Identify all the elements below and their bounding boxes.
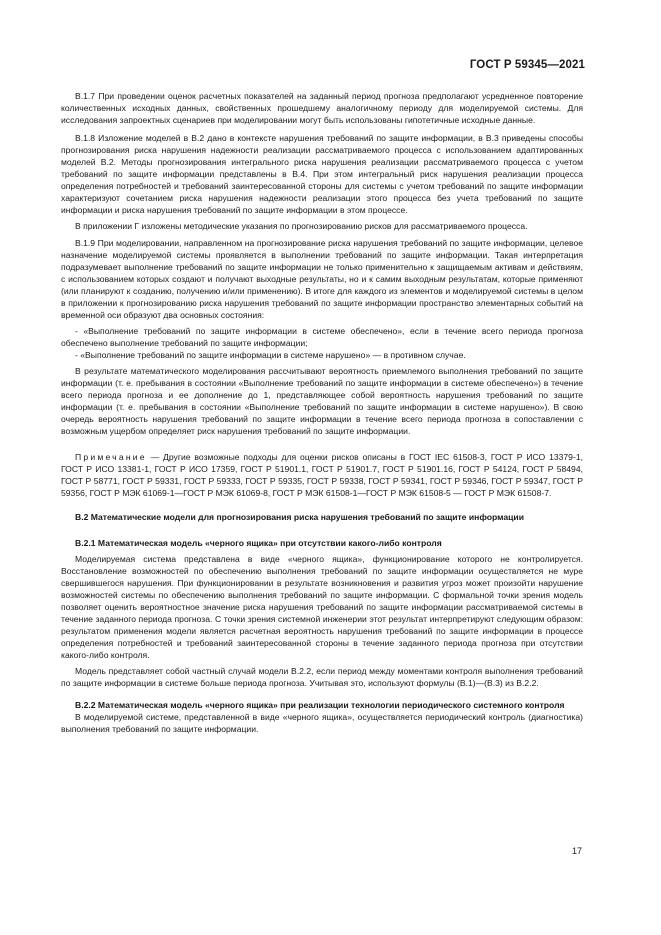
- list-item-state-violated: - «Выполнение требований по защите информации в системе нарушено» — в противном случае.: [75, 349, 466, 360]
- list-item-state-ensured: - «Выполнение требований по защите информации в системе обеспечено», если в течение всего периода прогноза обеспечено выполнение требований по защите информации;: [61, 325, 583, 348]
- note-text: — Другие возможные подходы для оценки рисков описаны в ГОСТ IEC 61508-3, ГОСТ Р ИСО 13379-1, ГОСТ Р ИСО 13381-1, ГОСТ Р ИСО 17359, ГОСТ Р 51901.1, ГОСТ Р 51901.7, ГОСТ Р 51901.16, ГОСТ Р 54124, ГОСТ Р 58494, ГОСТ Р 58771, ГОСТ Р 59331, ГОСТ Р 59333, ГОСТ Р 59335, ГОСТ Р 59338, ГОСТ Р 59341, ГОСТ Р 59346, ГОСТ Р 59347, ГОСТ Р 59356, ГОСТ Р МЭК 61069-1—ГОСТ Р МЭК 61069-8, ГОСТ Р МЭК 61508-1—ГОСТ Р МЭК 61508-5 — ГОСТ Р МЭК 61508-7.: [61, 452, 583, 499]
- paragraph-b2-2-periodic-control: В моделируемой системе, представленной в виде «черного ящика», осуществляется периодический контроль (диагностика) выполнения требований по защите информации.: [61, 712, 583, 735]
- paragraph-b2-1-special-case: Модель представляет собой частный случай модели В.2.2, если период между моментами контроля выполнения требований по защите информации в системе больше периода прогноза. Учитывая это, используют формулы (В.1)—(В.3) из В.2.2.: [61, 665, 583, 689]
- section-heading-b2-2: В.2.2 Математическая модель «черного ящика» при реализации технологии периодического системного контроля: [75, 700, 565, 711]
- page-number: 17: [571, 846, 582, 856]
- document-id-header: ГОСТ Р 59345—2021: [469, 59, 585, 71]
- section-heading-b2-1: В.2.1 Математическая модель «черного ящика» при отсутствии какого-либо контроля: [75, 537, 442, 548]
- page-body: [61, 90, 583, 735]
- paragraph-b1-7: В.1.7 При проведении оценок расчетных показателей на заданный период прогноза предполагают усредненное повторение количественных исходных данных, свойственных прошедшему аналогичному периоду для моделируемой системы. Для исследования запроектных сценариев при моделировании могут быть использованы гипотетичные исходные данные.: [61, 91, 583, 126]
- paragraph-appendix-g: В приложении Г изложены методические указания по прогнозированию рисков для рассматриваемого процесса.: [75, 221, 528, 232]
- note: [61, 451, 583, 499]
- paragraph-b1-8: В.1.8 Изложение моделей в В.2 дано в контексте нарушения требований по защите информации, в В.3 приведены способы прогнозирования риска нарушения надежности реализации рассматриваемого процесса с использованием адаптированных моделей В.2. Методы прогнозирования интегрального риска нарушения реализации рассматриваемого процесса с учетом требований по защите информации представлены в В.4. При этом интегральный риск нарушения реализации процесса определения потребностей и требований заинтересованной стороны для системы с учетом требований по защите информации характеризуют сочетанием риска нарушения надежности реализации этого процесса без учета требований по защите информации и риска нарушения требований по защите информации в этом процессе.: [61, 133, 583, 216]
- paragraph-b2-1-black-box: Моделируемая система представлена в виде «черного ящика», функционирование которого не контролируется. Восстановление возможностей по обеспечению выполнения требований по защите информации осуществляется не муре свершившегося нарушения. При функционировании в результате возникновения и развития угроз может произойти нарушение возможностей системы по обеспечению выполнения требований по защите информации. С формальной точки зрения модель позволяет оценить вероятностное значение риска нарушения требований по защите информации рассматриваемой системы в течение заданного периода прогноза. С точки зрения системной инженерии этот результат интерпретируют следующим образом: результатом применения модели является расчетная вероятность нарушения требований по защите информации в процессе определения потребностей и требований заинтересованной стороны в течение заданного периода прогноза при отсутствии какого-либо контроля.: [61, 553, 583, 660]
- paragraph-b1-9: В.1.9 При моделировании, направленном на прогнозирование риска нарушения требований по защите информации, целевое назначение моделируемой системы проявляется в выполнении требований по защите информации. Такая интерпретация подразумевает выполнение требований по защите информации не только применительно к защищаемым активам и действиям, с использованием которых создают и получают выходные результаты, но и к самим выходным результатам, которые применяют (или планируют к созданию, получению и/или применению). В итоге для каждого из элементов и моделируемой системы в целом в приложении к прогнозированию риска нарушения требований по защите информации пространство элементарных событий на временной оси образуют два основных состояния:: [61, 237, 583, 320]
- note-label: Примечание: [75, 452, 147, 463]
- paragraph-modeling-result: В результате математического моделирования рассчитывают вероятность приемлемого выполнения требований по защите информации (т. е. пребывания в состоянии «Выполнение требований по защите информации в системе обеспечено») в течение всего периода прогноза и ее дополнение до 1, представляющее собой вероятность нарушения требований по защите информации (т. е. пребывания в состоянии «Выполнение требований по защите информации в системе нарушено»). В свою очередь вероятность нарушения требований по защите информации в течение всего периода прогноза в сопоставлении с возможным ущербом определяет риск нарушения требований по защите информации.: [61, 365, 583, 437]
- section-heading-b2: В.2 Математические модели для прогнозирования риска нарушения требований по защите информации: [75, 512, 524, 523]
